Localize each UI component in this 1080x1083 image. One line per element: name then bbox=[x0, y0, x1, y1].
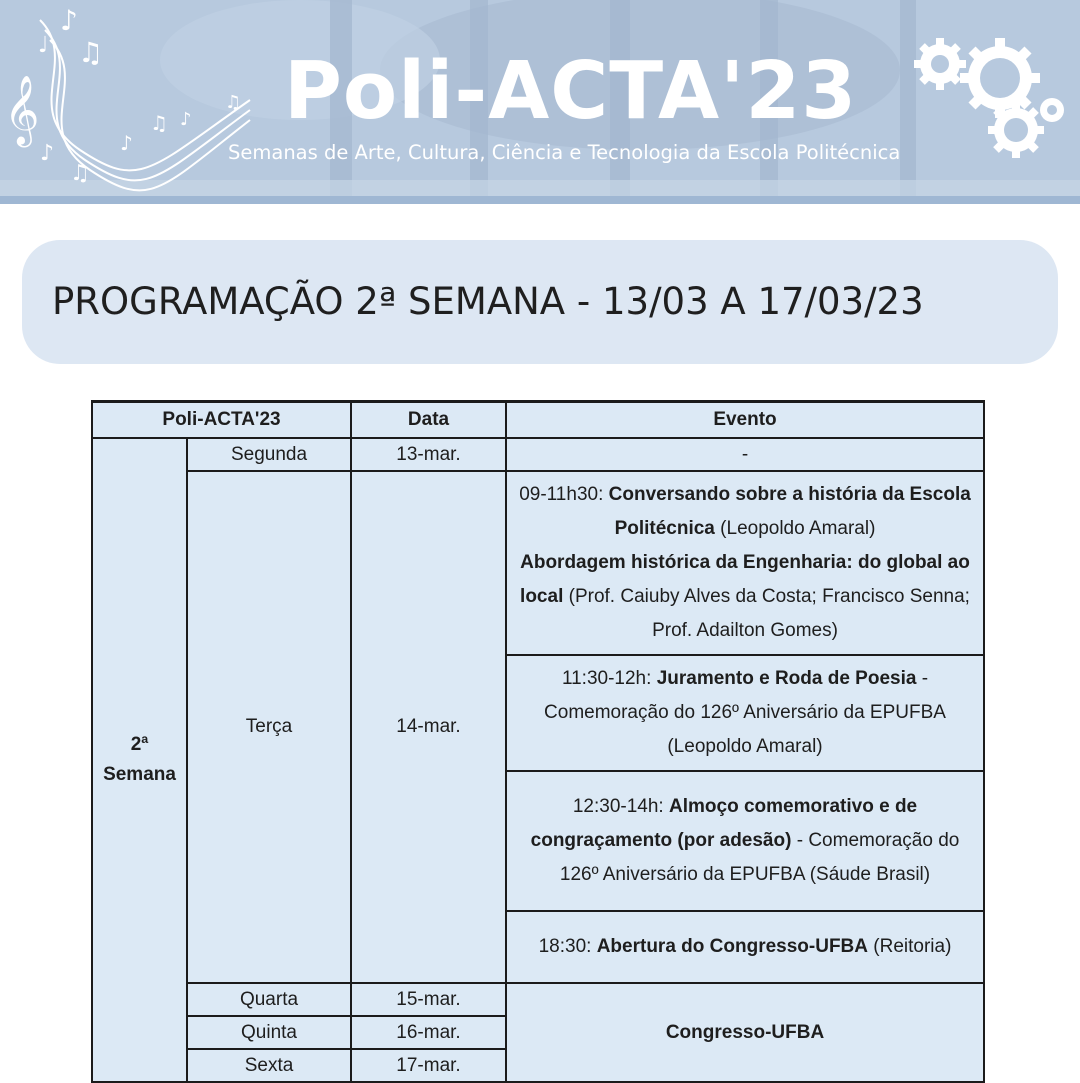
banner-subtitle: Semanas de Arte, Cultura, Ciência e Tecnologia da Escola Politécnica bbox=[228, 141, 901, 164]
event-cell: 11:30-12h: Juramento e Roda de Poesia - Comemoração do 126º Aniversário da EPUFBA (Leopoldo Amaral) bbox=[506, 655, 984, 771]
header-date: Data bbox=[351, 402, 506, 439]
svg-text:♫: ♫ bbox=[225, 92, 242, 113]
banner-title: Poli-ACTA'23 bbox=[284, 45, 858, 137]
table-header-row bbox=[92, 402, 984, 439]
date-cell: 15-mar. bbox=[351, 983, 506, 1016]
day-cell: Terça bbox=[187, 471, 351, 983]
event-cell: 12:30-14h: Almoço comemorativo e de congraçamento (por adesão) - Comemoração do 126º Aniversário da EPUFBA (Sáude Brasil) bbox=[506, 771, 984, 911]
date-cell: 14-mar. bbox=[351, 471, 506, 983]
header-program: Poli-ACTA'23 bbox=[92, 402, 351, 439]
svg-text:𝄞: 𝄞 bbox=[4, 75, 40, 145]
table-row bbox=[92, 471, 984, 655]
svg-text:♪: ♪ bbox=[60, 4, 78, 37]
table-row bbox=[92, 438, 984, 471]
music-notes-icon bbox=[0, 0, 260, 200]
table-row bbox=[92, 983, 984, 1016]
day-cell: Sexta bbox=[187, 1049, 351, 1082]
date-cell: 17-mar. bbox=[351, 1049, 506, 1082]
event-cell: 09-11h30: Conversando sobre a história da Escola Politécnica (Leopoldo Amaral) Abordagem histórica da Engenharia: do global ao local (Prof. Caiuby Alves da Costa; Francisco Senna; Prof. Adailton Gomes) bbox=[506, 471, 984, 655]
svg-text:♪: ♪ bbox=[40, 141, 55, 166]
day-cell: Quarta bbox=[187, 983, 351, 1016]
event-cell: 18:30: Abertura do Congresso-UFBA (Reitoria) bbox=[506, 911, 984, 983]
week-cell bbox=[92, 438, 187, 1082]
header-banner bbox=[0, 0, 1080, 204]
gears-engineer-icon bbox=[912, 36, 1072, 166]
date-cell: 13-mar. bbox=[351, 438, 506, 471]
event-cell: Congresso-UFBA bbox=[506, 983, 984, 1082]
svg-text:♫: ♫ bbox=[150, 111, 168, 135]
svg-text:♪: ♪ bbox=[120, 131, 133, 155]
heading-pill bbox=[22, 240, 1058, 364]
day-cell: Segunda bbox=[187, 438, 351, 471]
day-cell: Quinta bbox=[187, 1016, 351, 1049]
header-event: Evento bbox=[506, 402, 984, 439]
banner-strip bbox=[0, 196, 1080, 204]
schedule-table bbox=[91, 400, 985, 1083]
svg-text:♫: ♫ bbox=[78, 36, 104, 69]
svg-text:♪: ♪ bbox=[180, 109, 192, 130]
svg-text:♫: ♫ bbox=[70, 161, 90, 186]
date-cell: 16-mar. bbox=[351, 1016, 506, 1049]
svg-text:♩: ♩ bbox=[38, 33, 49, 58]
page-title: PROGRAMAÇÃO 2ª SEMANA - 13/03 A 17/03/23 bbox=[52, 280, 924, 323]
event-cell: - bbox=[506, 438, 984, 471]
week-label: 2ª Semana bbox=[103, 734, 176, 785]
